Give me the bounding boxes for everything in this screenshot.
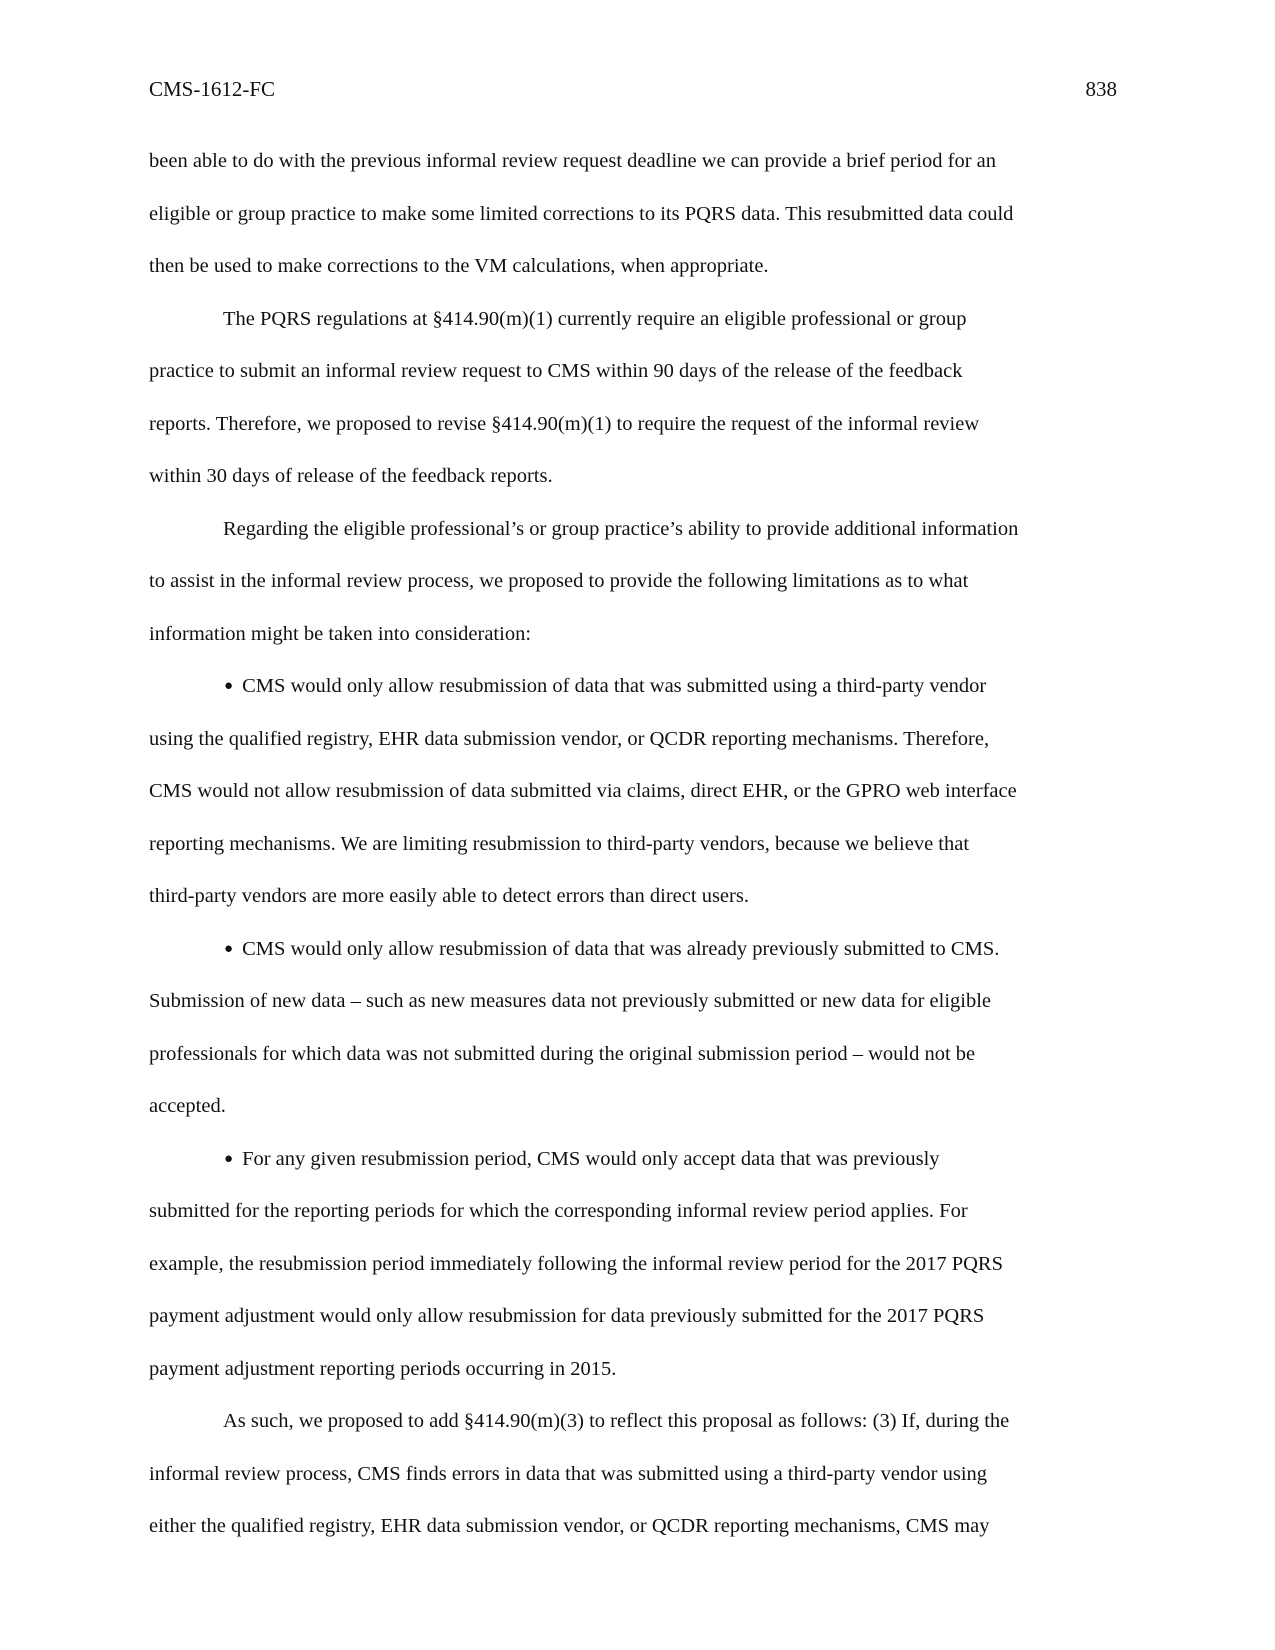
bullet-text: CMS would only allow resubmission of data that was submitted using a third-party vendor	[242, 675, 987, 697]
text-line: payment adjustment would only allow resubmission for data previously submitted for the 2017 PQRS	[149, 1305, 985, 1327]
paragraph-first-line: The PQRS regulations at §414.90(m)(1) currently require an eligible professional or group	[223, 307, 967, 330]
text-line: reporting mechanisms. We are limiting resubmission to third-party vendors, because we believe that	[149, 832, 970, 855]
text-line: been able to do with the previous informal review request deadline we can provide a brief period for an	[149, 150, 997, 172]
text-line: CMS would not allow resubmission of data submitted via claims, direct EHR, or the GPRO web interface	[149, 780, 1017, 802]
bullet-icon: ●	[224, 940, 234, 957]
text-line: information might be taken into consideration:	[149, 622, 532, 645]
bullet-text: For any given resubmission period, CMS would only accept data that was previously	[242, 1147, 940, 1170]
paragraph-first-line: Regarding the eligible professional’s or group practice’s ability to provide additional information	[223, 517, 1019, 540]
text-line: third-party vendors are more easily able to detect errors than direct users.	[149, 885, 749, 907]
text-line: submitted for the reporting periods for which the corresponding informal review period applies. For	[149, 1200, 968, 1222]
paragraph-first-line: As such, we proposed to add §414.90(m)(3) to reflect this proposal as follows: (3) If, during the	[223, 1410, 1010, 1432]
page-header	[149, 74, 1117, 104]
document-body	[149, 146, 1117, 1564]
bullet-icon: ●	[224, 1150, 234, 1167]
text-line: professionals for which data was not submitted during the original submission period – would not be	[149, 1042, 976, 1065]
text-line: to assist in the informal review process, we proposed to provide the following limitations as to what	[149, 570, 969, 592]
bullet-text: CMS would only allow resubmission of data that was already previously submitted to CMS.	[242, 937, 1000, 960]
text-line: eligible or group practice to make some limited corrections to its PQRS data. This resubmitted data could	[149, 202, 1014, 225]
bullet-icon: ●	[224, 678, 234, 694]
text-line: informal review process, CMS finds errors in data that was submitted using a third-party vendor using	[149, 1462, 988, 1485]
page-number: 838	[1085, 77, 1117, 101]
bullet-item-2	[149, 934, 1117, 987]
text-line: accepted.	[149, 1095, 226, 1117]
document-id: CMS-1612-FC	[149, 77, 276, 101]
text-line: either the qualified registry, EHR data submission vendor, or QCDR reporting mechanisms, CMS may	[149, 1515, 990, 1537]
text-line: within 30 days of release of the feedback reports.	[149, 465, 553, 487]
bullet-item-1	[149, 671, 1117, 724]
bullet-item-3	[149, 1144, 1117, 1197]
text-line: reports. Therefore, we proposed to revise §414.90(m)(1) to require the request of the informal review	[149, 412, 980, 435]
text-line: then be used to make corrections to the VM calculations, when appropriate.	[149, 255, 769, 277]
text-line: example, the resubmission period immediately following the informal review period for the 2017 PQRS	[149, 1252, 1003, 1275]
text-line: practice to submit an informal review request to CMS within 90 days of the release of the feedback	[149, 360, 963, 382]
text-line: using the qualified registry, EHR data submission vendor, or QCDR reporting mechanisms. Therefore,	[149, 727, 990, 750]
text-line: Submission of new data – such as new measures data not previously submitted or new data for eligible	[149, 990, 992, 1012]
text-line: payment adjustment reporting periods occurring in 2015.	[149, 1357, 617, 1380]
